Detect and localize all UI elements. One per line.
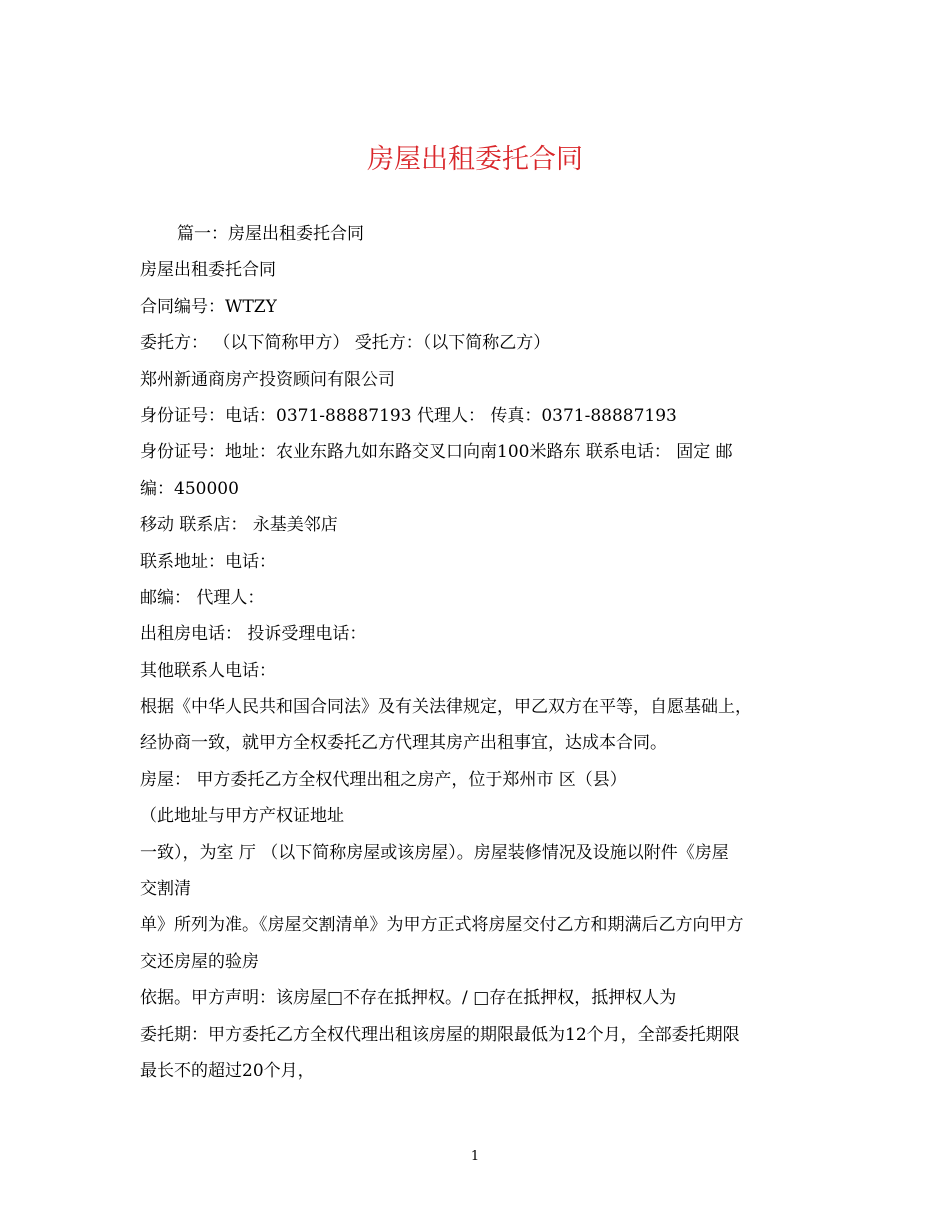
rental-phone-line: 出租房电话： 投诉受理电话： [140,624,367,645]
id-address-line: 身份证号：地址：农业东路九如东路交叉口向南100米路东 联系电话： 固定 邮 [140,442,733,463]
mobile-store-line: 移动 联系店： 永基美邻店 [140,515,338,536]
document-body [140,216,820,1089]
paragraph-line: 依据。甲方声明：该房屋□不存在抵押权。/ □存在抵押权，抵押权人为 [140,988,677,1009]
paragraph-line: 最长不的超过20个月， [140,1060,315,1081]
company-name: 郑州新通商房产投资顾问有限公司 [140,369,395,390]
postcode-line: 编：450000 [140,478,239,499]
page-number: 1 [470,1149,480,1164]
contract-name: 房屋出租委托合同 [140,260,276,281]
paragraph-line: 委托期：甲方委托乙方全权代理出租该房屋的期限最低为12个月，全部委托期限 [140,1024,740,1045]
paragraph-line: （此地址与甲方产权证地址 [140,806,344,827]
paragraph-line: 一致），为室 厅 （以下简称房屋或该房屋）。房屋装修情况及设施以附件《房屋 [140,842,729,863]
contact-address-line: 联系地址：电话： [140,551,276,572]
paragraph-line: 根据《中华人民共和国合同法》及有关法律规定，甲乙双方在平等，自愿基础上， [140,697,752,718]
document-title: 房屋出租委托合同 [367,144,583,175]
other-contact-line: 其他联系人电话： [140,660,276,681]
paragraph-line: 经协商一致，就甲方全权委托乙方代理其房产出租事宜，达成本合同。 [140,733,667,754]
id-phone-line: 身份证号：电话：0371-88887193 代理人： 传真：0371-88887193 [140,405,677,426]
section-heading: 篇一：房屋出租委托合同 [177,224,364,244]
paragraph-line: 房屋： 甲方委托乙方全权代理出租之房产，位于郑州市 区（县） [140,769,627,790]
contract-number: 合同编号：WTZY [140,296,277,317]
postcode-agent-line: 邮编： 代理人： [140,587,265,608]
paragraph-line: 单》所列为准。《房屋交割清单》为甲方正式将房屋交付乙方和期满后乙方向甲方 [140,915,744,936]
parties-line: 委托方： （以下简称甲方） 受托方：（以下简称乙方） [140,333,551,354]
paragraph-line: 交割清 [140,879,191,900]
paragraph-line: 交还房屋的验房 [140,951,259,972]
